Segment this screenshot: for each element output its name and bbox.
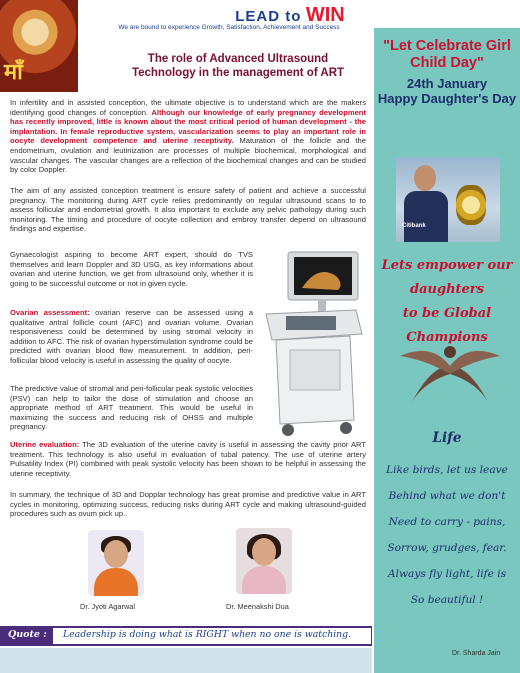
sidebar-day: Happy Daughter's Day xyxy=(377,91,517,106)
poem-line: So beautiful ! xyxy=(410,594,484,606)
slogan-line-1: Lets empower our daughters xyxy=(381,258,513,297)
poem-author: Dr. Sharda Jain xyxy=(452,650,501,657)
poem-line: Always fly light, life is xyxy=(387,568,507,580)
sidebar-title: "Let Celebrate Girl Child Day" xyxy=(383,38,511,71)
author-name-meenakshi: Dr. Meenakshi Dua xyxy=(226,602,289,611)
poem-line: Need to carry - pains, xyxy=(388,516,506,528)
painted-hand-image xyxy=(392,322,508,412)
brand-lead-text: LEAD to xyxy=(235,8,302,25)
poem-title: Life xyxy=(432,430,462,446)
photo-sponsor-text: Citibank xyxy=(402,223,426,229)
uterine-label: Uterine evaluation: xyxy=(10,440,80,449)
quote-text: Leadership is doing what is RIGHT when no one is watching. xyxy=(63,629,352,640)
paragraph-uterine xyxy=(10,440,366,478)
paragraph-intro xyxy=(10,98,366,175)
quote-box xyxy=(52,627,372,645)
paragraph-ovarian xyxy=(10,308,253,366)
author-name-jyoti: Dr. Jyoti Agarwal xyxy=(80,602,136,611)
paragraph-aim: The aim of any assisted conception treatment is ensure safety of patient and achieve a successful pregnancy. The monitoring during ART cycle relies predominantly on regular ultrasound scans to to assess follicular and endometrial growth. It also important to exclude any pelvic pathology during such monitoring. The timing and procedure of oocyte collection and embroy transfer depend on ultrasound findings and expertise. xyxy=(10,186,366,234)
ovarian-text: ovarian reserve can be assessed using a qualitative antral follicle count (AFC) and ovarian volume. Ovarian responsiveness could be determined by using stromal velocity in addition to AFC. The risk of ovarian hyperstimulation syndrome could be predicted with ovarian blood flow measurement. In addition, peri-follicular blood velocity is useful in assessing the quality of oocyte. xyxy=(10,308,253,365)
brand-tagline: We are bound to experience Growth, Satisfaction, Achievement and Success xyxy=(118,24,340,31)
poem-line: Behind what we don't xyxy=(388,490,506,502)
article-title: The role of Advanced Ultrasound Technology in the management of ART xyxy=(131,53,345,79)
brand-win-text: WIN xyxy=(305,4,345,26)
sidebar-date-block xyxy=(374,76,520,106)
intro-text-c: Maturation of the follicle and the endometrium, ovulation and leutinization are processes of multiple biochemical, morphological and vascular changes. The vascular changes are a reflection of the biochemical changes and can be studied by color Doppler. xyxy=(10,136,366,175)
uterine-text: The 3D evaluation of the uterine cavity is useful in assessing the cavity prior ART treatment. This technology is also useful in evaluation of tubal patency. The use of uterine artery Pulsatility Index (PI) combined with peak systolic velocity has been shown to be helpful in assessing the uterine receptivity. xyxy=(10,440,367,478)
footer-strip xyxy=(0,648,372,673)
paragraph-summary: In summary, the technique of 3D and Dopplar technology has great promise and predictive value in ART cycles in monitoring, optimizing success, reducing risks during ART cycle and making ultrasound-guided procedures such as ovum pick up.. xyxy=(10,490,366,519)
author-photo-meenakshi xyxy=(236,528,292,594)
maa-logo-glyph: मॉं xyxy=(4,60,23,85)
goddess-header-image xyxy=(0,0,78,92)
poem-line: Like birds, let us leave xyxy=(386,464,508,476)
poem-line: Sorrow, grudges, fear. xyxy=(387,542,507,554)
paragraph-gynaecologist: Gynaecologist aspiring to become ART expert, should do TVS themselves and learn Doppler and 3D USG, as key informations about ovarian and uterine function, we get from ultrasound only, whether it is going to be successful outcome or not in given cycle. xyxy=(10,250,253,288)
paragraph-psv: The predictive value of stromal and peri-follicular peak systolic velocities (PSV) can help to tailor the dose of stimulation and choose an appropriate method of ART treatment. This would be useful in maximizing the success and reducing risk of OHSS and multiple pregnancy. xyxy=(10,384,253,432)
ovarian-label: Ovarian assessment: xyxy=(10,308,90,317)
intro-highlight: Although our knowledge of early pregnancy development has recently improved, little is known about the most critical period of human development - the implantation. In female reproductive system, vascularization seems to play an important role in oocyte development competence and uterine receptivity. xyxy=(10,107,366,146)
intro-text-a: In infertility and in assisted conception, the ultimate objective is to understand which are the makers identifying good changes of conception. xyxy=(10,98,366,117)
sidebar-date: 24th January xyxy=(406,76,488,91)
slogan-line-2: to be Global Champions xyxy=(402,306,492,345)
author-photo-jyoti xyxy=(88,530,144,596)
athlete-photo xyxy=(396,157,500,242)
quote-bar xyxy=(0,626,372,646)
ultrasound-machine-image xyxy=(258,250,364,440)
quote-label: Quote : xyxy=(8,629,47,640)
